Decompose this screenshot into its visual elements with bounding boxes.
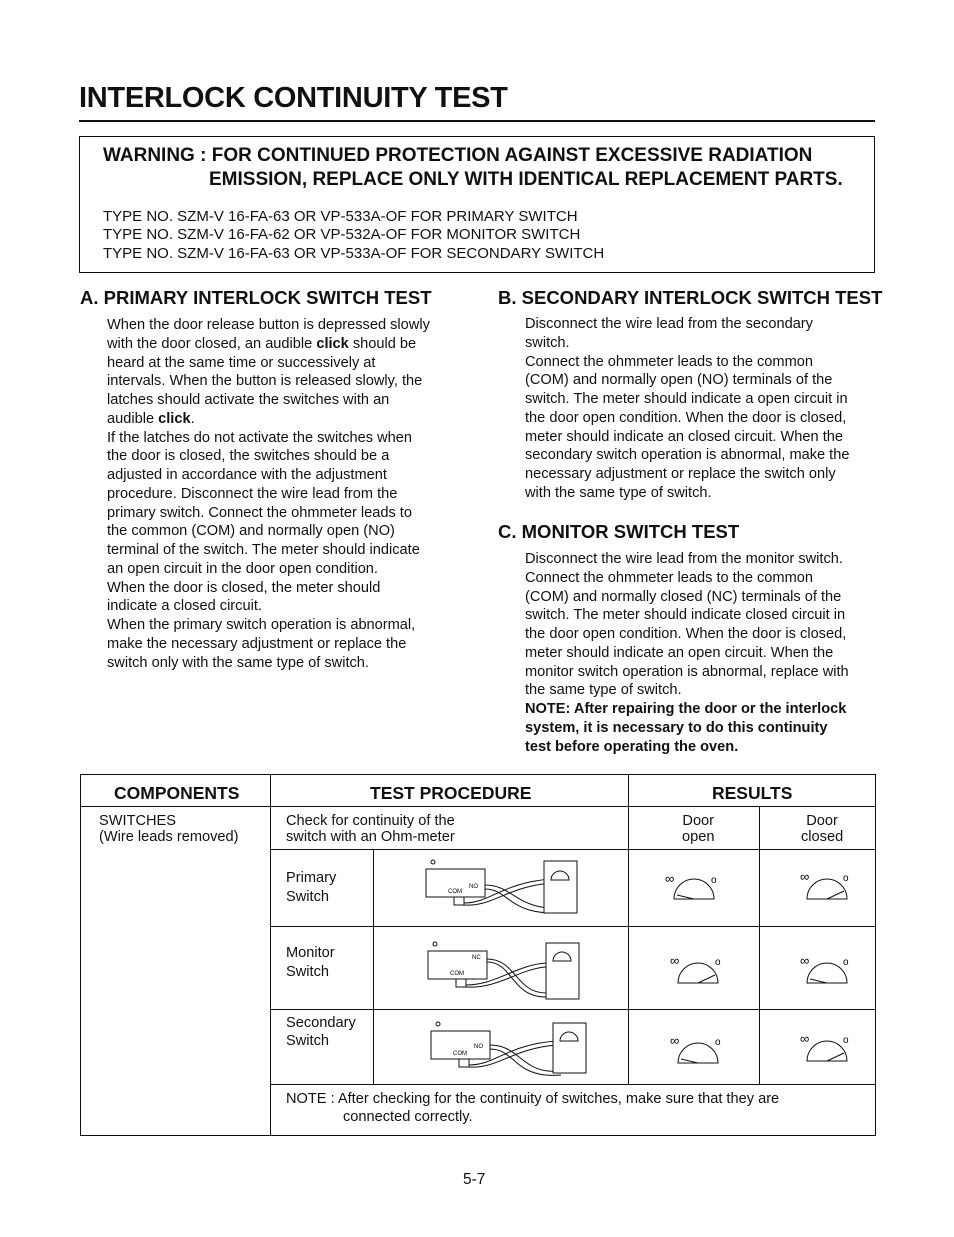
section-a-body: When the door release button is depressed slowly with the door closed, an audible click should be heard at the same time or successively at intervals. When the button is released slowly, the latches should activate the switches with an audible click. If the latches do not activate the switches when the door is closed, the switches should be a adjusted in accordance with the adjustment procedure. Disconnect the wire lead from the primary switch. Connect the ohmmeter leads to the common (COM) and normally open (NO) terminal of the switch. The meter should indicate an open circuit in the door open condition. When the door is closed, the meter should indicate a closed circuit. When the primary switch operation is abnormal, make the necessary adjustment or replace the switch only with the same type of switch. [107,317,430,671]
page-title: INTERLOCK CONTINUITY TEST [79,82,508,114]
test-table [80,774,876,1136]
result-door-closed: Door closed [801,813,844,845]
svg-text:o: o [843,1035,849,1046]
svg-text:o: o [711,875,717,886]
row-rule-3 [271,1009,875,1010]
section-b-heading: B. SECONDARY INTERLOCK SWITCH TEST [498,287,883,308]
page-number: 5-7 [463,1171,486,1188]
procedure-check: Check for continuity of the switch with an Ohm-meter [286,813,455,845]
warning-line-1: WARNING : FOR CONTINUED PROTECTION AGAINST EXCESSIVE RADIATION [103,145,813,166]
svg-text:o: o [843,873,849,884]
svg-text:∞: ∞ [800,1031,810,1046]
svg-text:∞: ∞ [670,1033,680,1048]
svg-text:COM: COM [450,971,464,977]
header-rule [81,806,875,807]
col-rule-3 [628,775,629,1084]
svg-text:COM: COM [453,1051,467,1057]
meter-monitor-open [666,953,728,985]
type-monitor: TYPE NO. SZM-V 16-FA-62 OR VP-532A-OF FOR MONITOR SWITCH [103,226,581,243]
title-rule [79,120,875,122]
svg-text:o: o [715,957,721,968]
section-c-heading: C. MONITOR SWITCH TEST [498,521,740,542]
svg-text:NO: NO [474,1044,483,1050]
meter-secondary-closed [796,1031,858,1063]
svg-text:o: o [715,1037,721,1048]
svg-text:COM: COM [448,889,462,895]
secondary-switch-diagram [426,1015,596,1085]
meter-primary-open [661,871,723,903]
header-procedure: TEST PROCEDURE [370,783,532,803]
warning-line-2: EMISSION, REPLACE ONLY WITH IDENTICAL REPLACEMENT PARTS. [209,169,843,190]
primary-switch-diagram [421,855,591,925]
svg-text:NO: NO [469,884,478,890]
result-door-open: Door open [682,813,715,845]
row-monitor-label: Monitor Switch [286,945,335,980]
table-note: NOTE : After checking for the continuity of switches, make sure that they are connected correctly. [286,1091,780,1125]
monitor-switch-diagram [421,935,591,1005]
row-rule-1 [271,849,875,850]
type-primary: TYPE NO. SZM-V 16-FA-63 OR VP-533A-OF FOR PRIMARY SWITCH [103,208,578,225]
row-secondary-label: Secondary Switch [286,1015,356,1049]
col-rule-2 [373,849,374,1084]
svg-text:o: o [843,957,849,968]
meter-monitor-closed [796,953,858,985]
type-secondary: TYPE NO. SZM-V 16-FA-63 OR VP-533A-OF FOR SECONDARY SWITCH [103,245,605,262]
section-a-heading: A. PRIMARY INTERLOCK SWITCH TEST [80,287,432,308]
row-primary-label: Primary Switch [286,870,337,905]
svg-text:∞: ∞ [670,953,680,968]
meter-secondary-open [666,1033,728,1065]
col-rule-4 [759,806,760,1084]
svg-text:NC: NC [472,955,481,961]
header-components: COMPONENTS [114,783,240,803]
col-rule-1 [270,775,271,1135]
section-b-body: Disconnect the wire lead from the secondary switch. Connect the ohmmeter leads to the common (COM) and normally open (NO) terminals of the switch. The meter should indicate a open circuit in the door open condition. When the door is closed, meter should indicate an closed circuit. When the secondary switch operation is abnormal, make the necessary adjustment or replace the switch only with the same type of switch. [525,316,850,501]
section-c-body: Disconnect the wire lead from the monitor switch. Connect the ohmmeter leads to the common (COM) and normally closed (NC) terminals of the switch. The meter should indicate closed circuit in the door open condition. When the door is closed, meter should indicate an open circuit. When the monitor switch operation is abnormal, replace with the same type of switch. NOTE: After repairing the door or the interlock system, it is necessary to do this continuity test before operating the oven. [525,551,849,755]
header-results: RESULTS [712,783,793,803]
svg-text:∞: ∞ [800,869,810,884]
meter-primary-closed [796,869,858,901]
row-rule-2 [271,926,875,927]
svg-text:∞: ∞ [665,871,675,886]
svg-text:∞: ∞ [800,953,810,968]
component-switches: SWITCHES (Wire leads removed) [99,813,239,845]
